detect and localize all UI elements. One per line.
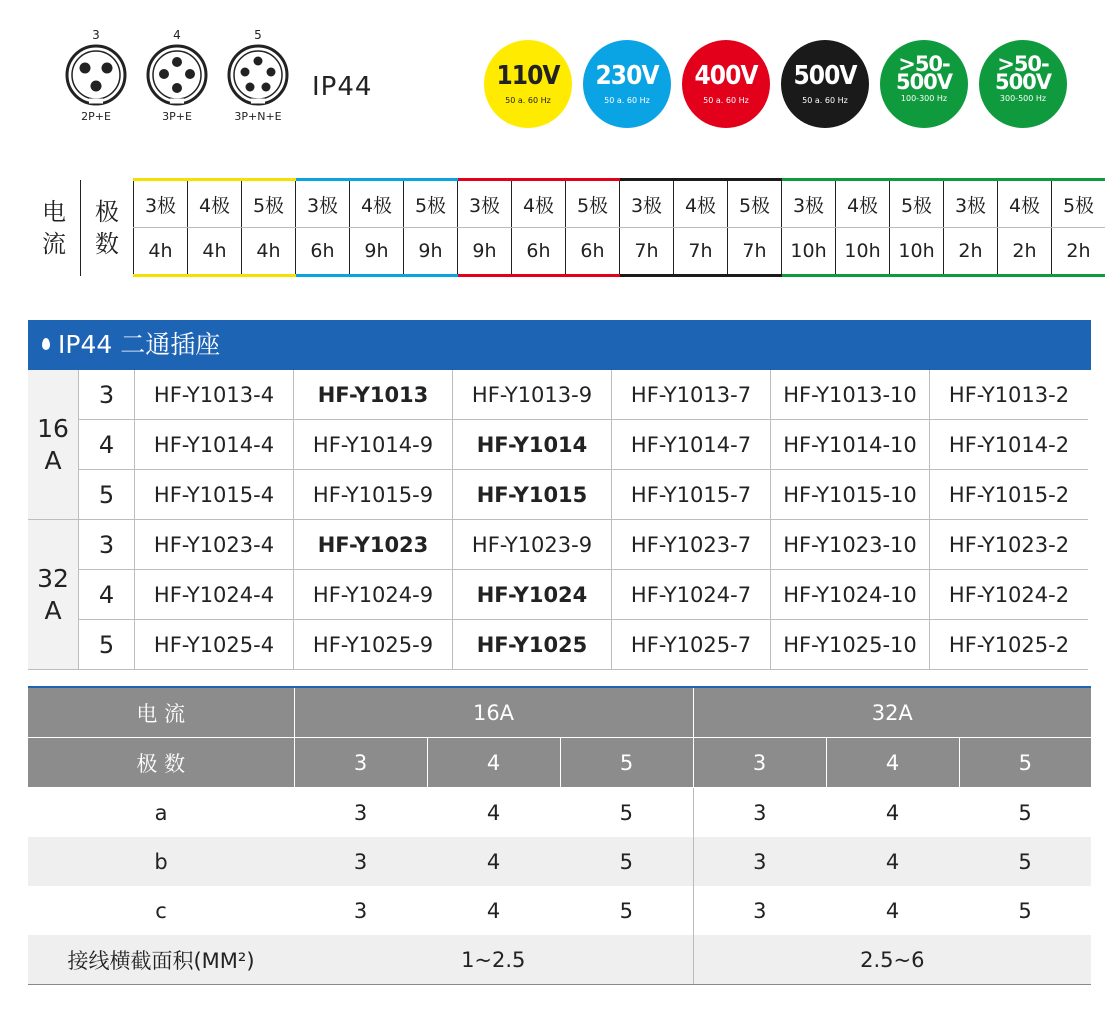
- hours-cell: 7h: [674, 228, 728, 276]
- model-cell: HF-Y1025-9: [294, 620, 453, 670]
- pole-cell: 3: [693, 738, 826, 788]
- voltage-badge-230v: [583, 40, 671, 128]
- voltage-label: 110V: [496, 61, 560, 91]
- model-cell: HF-Y1024-7: [612, 570, 771, 620]
- voltage-label-line2: 500V: [895, 70, 953, 94]
- spec-cell: 5: [619, 800, 633, 825]
- model-cell: HF-Y1024-2: [930, 570, 1089, 620]
- voltage-badge-50-500v-low: [880, 40, 968, 128]
- hours-cell: 10h: [836, 228, 890, 276]
- hours-cell: 7h: [728, 228, 782, 276]
- model-cell: HF-Y1015-2: [930, 470, 1089, 520]
- model-cell: HF-Y1023-4: [135, 520, 294, 570]
- model-cell: HF-Y1013-2: [930, 370, 1089, 420]
- pin-caption: 3P+N+E: [234, 110, 282, 123]
- frequency-label: 50 a. 60 Hz: [802, 96, 848, 105]
- model-cell: HF-Y1014: [453, 420, 612, 470]
- spec-cell: 5: [1018, 800, 1032, 825]
- hours-cell: 2h: [1052, 228, 1106, 276]
- model-cell: HF-Y1013: [294, 370, 453, 420]
- table-row: [28, 420, 1088, 470]
- model-cell: HF-Y1013-7: [612, 370, 771, 420]
- pole-cell: 5极: [728, 180, 782, 228]
- pole-cell: 3极: [782, 180, 836, 228]
- pole-cell: 4极: [998, 180, 1052, 228]
- ip-rating-label: IP44: [312, 72, 373, 102]
- model-cell: HF-Y1025-2: [930, 620, 1089, 670]
- table-row: [28, 886, 1091, 935]
- spec-cell: 5: [1018, 898, 1032, 923]
- pin-count-label: 5: [254, 28, 262, 42]
- spec-table: [28, 688, 1091, 985]
- model-cell: HF-Y1025-10: [771, 620, 930, 670]
- pole-cell: 4极: [836, 180, 890, 228]
- hours-cell: 10h: [782, 228, 836, 276]
- pole-cell: 4极: [350, 180, 404, 228]
- model-cell: HF-Y1014-9: [294, 420, 453, 470]
- pole-cell: 5: [79, 470, 135, 520]
- model-cell: HF-Y1023-9: [453, 520, 612, 570]
- model-table-title: IP44 二通插座: [58, 330, 221, 359]
- table-row: [28, 620, 1088, 670]
- model-cell: HF-Y1024-9: [294, 570, 453, 620]
- area-32a: 2.5~6: [693, 935, 1091, 985]
- pin-caption: 3P+E: [162, 110, 192, 123]
- pole-cell: 3极: [458, 180, 512, 228]
- voltage-badge-50-500v-high: [979, 40, 1067, 128]
- pole-cell: 5极: [890, 180, 944, 228]
- model-cell: HF-Y1015-9: [294, 470, 453, 520]
- pole-cell: 3极: [134, 180, 188, 228]
- row-label: b: [28, 837, 294, 886]
- model-cell: HF-Y1014-2: [930, 420, 1089, 470]
- hours-cell: 9h: [458, 228, 512, 276]
- voltage-label-line1: >50-: [898, 52, 950, 76]
- spec-cell: 3: [693, 886, 826, 935]
- model-cell: HF-Y1023-10: [771, 520, 930, 570]
- pole-cell: 3: [79, 370, 135, 420]
- table-row: [28, 788, 1091, 838]
- pin-count-label: 4: [173, 28, 181, 42]
- model-cell: HF-Y1025: [453, 620, 612, 670]
- table-row: [28, 470, 1088, 520]
- voltage-label: 230V: [595, 61, 659, 91]
- current-16a: 16A: [294, 688, 693, 738]
- pole-cell: 4: [79, 570, 135, 620]
- current-label: 电 流: [28, 688, 294, 738]
- current-32a: 32A: [693, 688, 1091, 738]
- voltage-label: 500V: [793, 61, 857, 91]
- spec-cell: 4: [486, 898, 501, 923]
- model-cell: HF-Y1025-7: [612, 620, 771, 670]
- spec-cell: 4: [826, 837, 959, 886]
- model-table: [28, 370, 1088, 670]
- voltage-badge-400v: [682, 40, 770, 128]
- pole-cell: 3: [79, 520, 135, 570]
- pin-diagram-3: [56, 28, 136, 123]
- voltage-label-line1: >50-: [997, 52, 1049, 76]
- amp-cell: 32 A: [28, 520, 79, 670]
- spec-cell: 5: [560, 837, 693, 886]
- model-cell: HF-Y1025-4: [135, 620, 294, 670]
- pole-cell: 4极: [188, 180, 242, 228]
- pole-cell: 4: [826, 738, 959, 788]
- pole-cell: 4: [79, 420, 135, 470]
- pole-cell: 3极: [296, 180, 350, 228]
- pole-cell: 5极: [404, 180, 458, 228]
- table-row: [28, 520, 1088, 570]
- table-row: [28, 837, 1091, 886]
- voltage-label: 400V: [694, 61, 758, 91]
- pole-cell: 3: [294, 738, 427, 788]
- voltage-label-line2: 500V: [994, 70, 1052, 94]
- row-label: a: [154, 800, 168, 825]
- water-drop-icon: [42, 338, 50, 350]
- hours-cell: 4h: [242, 228, 296, 276]
- model-cell: HF-Y1015-7: [612, 470, 771, 520]
- pin-count-label: 3: [92, 28, 100, 42]
- voltage-badge-110v: [484, 40, 572, 128]
- frequency-label: 300-500 Hz: [999, 94, 1047, 103]
- model-cell: HF-Y1014-4: [135, 420, 294, 470]
- plug-5pin-icon: [227, 44, 289, 106]
- pole-cell: 4极: [512, 180, 566, 228]
- spec-cell: 5: [959, 837, 1091, 886]
- model-cell: HF-Y1014-7: [612, 420, 771, 470]
- amp-cell: 16 A: [28, 370, 79, 520]
- table-row: [28, 570, 1088, 620]
- spec-cell: 4: [885, 800, 900, 825]
- pole-cell: 5: [560, 738, 693, 788]
- spec-cell: 3: [353, 800, 368, 825]
- hours-cell: 2h: [944, 228, 998, 276]
- pole-cell: 5: [959, 738, 1091, 788]
- plug-3pin-icon: [65, 44, 127, 106]
- hours-cell: 10h: [890, 228, 944, 276]
- model-cell: HF-Y1013-10: [771, 370, 930, 420]
- table-row: [28, 935, 1091, 985]
- model-cell: HF-Y1024-10: [771, 570, 930, 620]
- pole-cell: 5: [79, 620, 135, 670]
- model-cell: HF-Y1015: [453, 470, 612, 520]
- pole-cell: 5极: [1052, 180, 1106, 228]
- area-16a: 1~2.5: [294, 935, 693, 985]
- pole-cell: 4极: [674, 180, 728, 228]
- model-cell: HF-Y1023: [294, 520, 453, 570]
- pin-caption: 2P+E: [81, 110, 111, 123]
- model-cell: HF-Y1023-2: [930, 520, 1089, 570]
- pin-diagram-4: [137, 28, 217, 123]
- model-cell: HF-Y1013-9: [453, 370, 612, 420]
- table-row: [28, 370, 1088, 420]
- area-label: 接线横截面积(MM²): [28, 935, 294, 985]
- frequency-label: 100-300 Hz: [900, 94, 948, 103]
- pole-cell: 5极: [566, 180, 620, 228]
- hours-cell: 6h: [512, 228, 566, 276]
- voltage-badge-500v: [781, 40, 869, 128]
- hours-cell: 7h: [620, 228, 674, 276]
- spec-cell: 3: [353, 898, 368, 923]
- duration-table: [28, 178, 1105, 277]
- spec-header-current: [28, 688, 1091, 738]
- hours-cell: 9h: [404, 228, 458, 276]
- poles-label: 极 数: [28, 738, 294, 788]
- frequency-label: 50 a. 60 Hz: [505, 96, 551, 105]
- frequency-label: 50 a. 60 Hz: [703, 96, 749, 105]
- model-table-header: [28, 320, 1091, 370]
- pole-cell: 5极: [242, 180, 296, 228]
- hours-cell: 4h: [188, 228, 242, 276]
- poles-label: 极 数: [95, 197, 119, 258]
- hours-cell: 4h: [134, 228, 188, 276]
- spec-cell: 3: [693, 788, 826, 838]
- spec-cell: 4: [885, 898, 900, 923]
- model-cell: HF-Y1024: [453, 570, 612, 620]
- spec-cell: 5: [619, 898, 633, 923]
- model-cell: HF-Y1024-4: [135, 570, 294, 620]
- hours-cell: 6h: [296, 228, 350, 276]
- current-label: 电 流: [28, 180, 81, 276]
- model-cell: HF-Y1014-10: [771, 420, 930, 470]
- hours-cell: 6h: [566, 228, 620, 276]
- pole-cell: 3极: [944, 180, 998, 228]
- spec-cell: 4: [486, 800, 501, 825]
- pole-cell: 4: [427, 738, 560, 788]
- row-label: c: [155, 898, 167, 923]
- hours-cell: 9h: [350, 228, 404, 276]
- pin-diagram-5: [218, 28, 298, 123]
- frequency-label: 50 a. 60 Hz: [604, 96, 650, 105]
- spec-cell: 3: [294, 837, 427, 886]
- spec-cell: 4: [427, 837, 560, 886]
- plug-4pin-icon: [146, 44, 208, 106]
- spec-cell: 3: [693, 837, 826, 886]
- model-cell: HF-Y1015-10: [771, 470, 930, 520]
- pole-cell: 3极: [620, 180, 674, 228]
- model-cell: HF-Y1013-4: [135, 370, 294, 420]
- spec-header-poles: [28, 738, 1091, 788]
- model-cell: HF-Y1023-7: [612, 520, 771, 570]
- model-cell: HF-Y1015-4: [135, 470, 294, 520]
- hours-cell: 2h: [998, 228, 1052, 276]
